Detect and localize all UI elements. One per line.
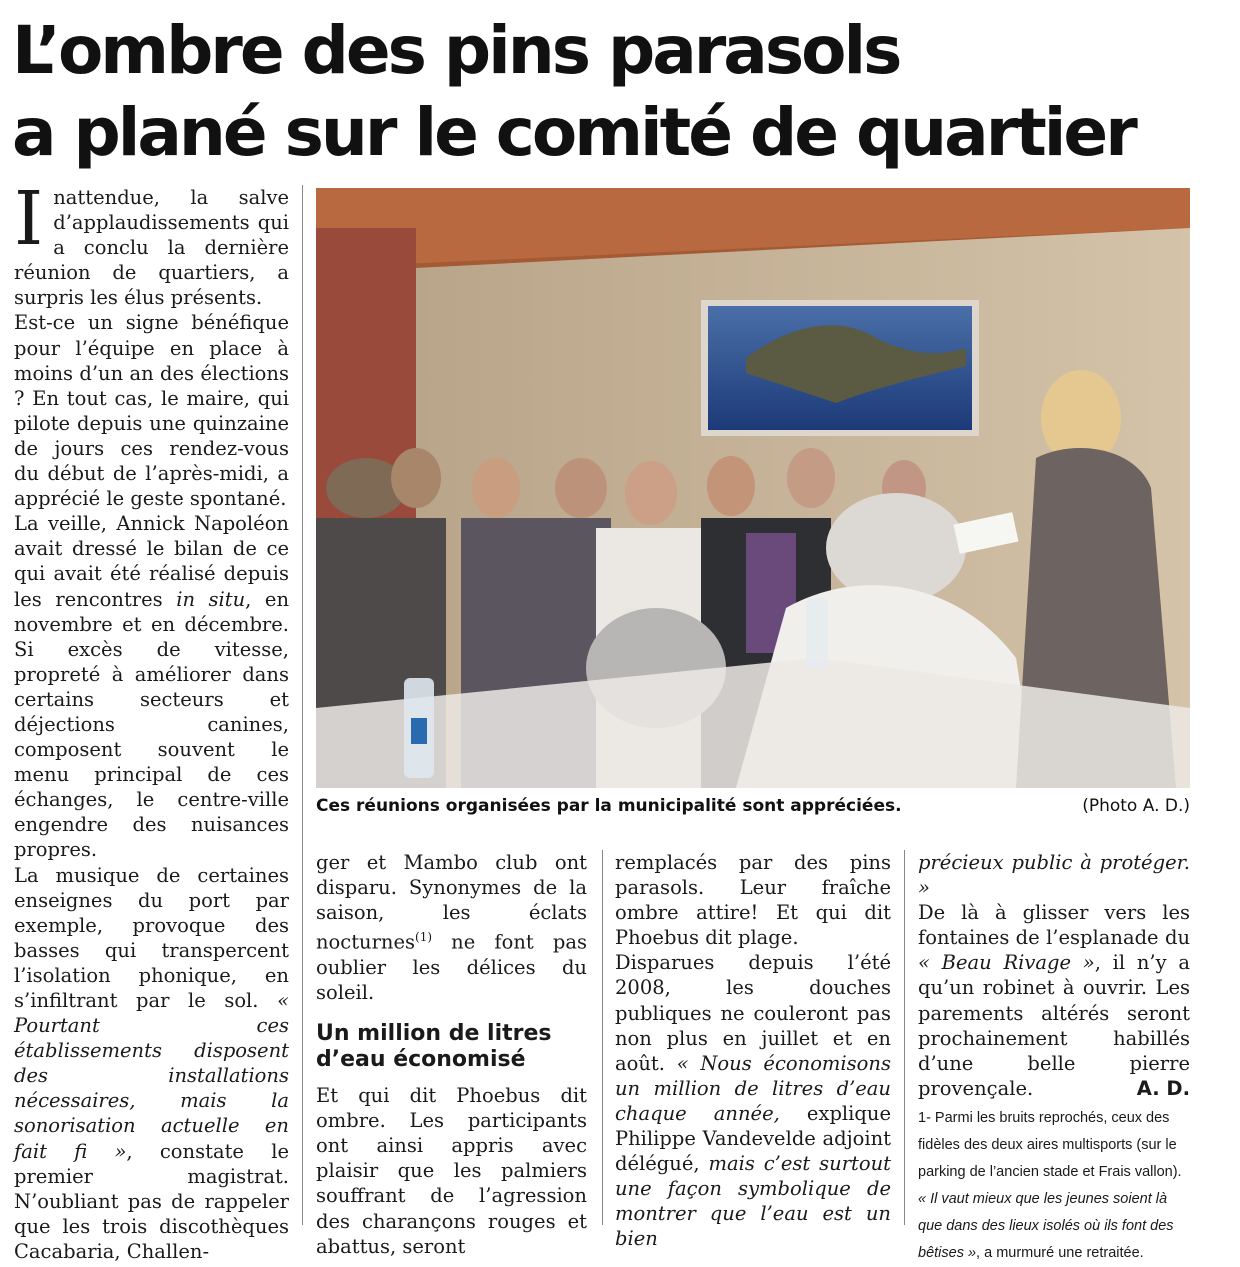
meeting-photo bbox=[316, 188, 1190, 788]
article-column-4 bbox=[918, 850, 1190, 1267]
paragraph-8: Disparues depuis l’été 2008, les douches publiques ne couleront pas non plus en juillet et en août. « Nous économisons un million de litres d’eau chaque année, explique Philippe Vandevelde adjoint délégué, mais c’est surtout une façon symbolique de montrer que l’eau est un bien bbox=[615, 951, 891, 1251]
paragraph-3: La veille, Annick Napoléon avait dressé le bilan de ce qui avait été réalisé depuis les rencontres in situ, en novembre et en décembre. Si excès de vitesse, propreté à améliorer dans certains secteurs et déjections canines, composent souvent le menu principal de ces échanges, le centre-ville engendre des nuisances propres. bbox=[14, 512, 289, 862]
footnote: 1- Parmi les bruits reprochés, ceux des fidèles des deux aires multisports (sur le parking de l’ancien stade et Frais vallon). « Il vaut mieux que les jeunes soient là que dans des lieux isolés où ils font des bêtises », a murmuré une retraitée. bbox=[918, 1109, 1182, 1261]
lead-paragraph: Inattendue, la salve d’applaudissements qui a conclu la dernière réunion de quartiers, a surpris les élus présents. bbox=[14, 176, 289, 310]
headline-line-1: L’ombre des pins parasols bbox=[12, 12, 900, 89]
caption-text: Ces réunions organisées par la municipalité sont appréciées. bbox=[316, 796, 902, 816]
paragraph-5: ger et Mambo club ont disparu. Synonymes de la saison, les éclats nocturnes$^{(1)}$ ne font pas oublier les délices du soleil. bbox=[316, 851, 587, 1004]
paragraph-6: Et qui dit Phoebus dit ombre. Les participants ont ainsi appris avec plaisir que les palmiers souffrant de l’agression des charançons rouges et abattus, seront bbox=[316, 1084, 587, 1258]
subheading: Un million de litres d’eau économisé bbox=[316, 1021, 552, 1073]
headline bbox=[12, 10, 1232, 174]
paragraph-9: précieux public à protéger. » bbox=[918, 851, 1190, 900]
photo-credit: (Photo A. D.) bbox=[1082, 796, 1190, 816]
article-column-3 bbox=[615, 850, 891, 1252]
headline-line-2: a plané sur le comité de quartier bbox=[12, 94, 1135, 171]
author-signature: A. D. bbox=[1136, 1076, 1190, 1100]
column-rule bbox=[302, 185, 303, 1225]
photo-illustration bbox=[316, 188, 1190, 788]
paragraph-7: remplacés par des pins parasols. Leur fraîche ombre attire! Et qui dit Phoebus dit plage. bbox=[615, 851, 891, 950]
column-rule bbox=[602, 850, 603, 1225]
drop-cap: I bbox=[14, 176, 44, 262]
column-rule bbox=[904, 850, 905, 1225]
paragraph-4: La musique de certaines enseignes du port par exemple, provoque des basses qui transpercent l’isolation phonique, en s’infiltrant par le sol. « Pourtant ces établissements disposent des installations nécessaires, mais la sonorisation actuelle en fait fi », constate le premier magistrat. N’oubliant pas de rappeler que les trois discothèques Cacabaria, Challen- bbox=[14, 863, 289, 1263]
paragraph-10: De là à glisser vers les fontaines de l’esplanade du « Beau Rivage », il n’y a qu’un robinet à ouvrir. Les parements altérés seront prochainement habillés d’une belle pierre provençale. A. D. bbox=[918, 901, 1190, 1100]
article-column-2 bbox=[316, 850, 587, 1259]
footnote-ref: (1) bbox=[415, 930, 433, 945]
paragraph-2: Est-ce un signe bénéfique pour l’équipe en place à moins d’un an des élections ? En tout cas, le maire, qui pilote depuis une quinzaine de jours ces rendez-vous du début de l’après-midi, a apprécié le geste spontané. bbox=[14, 311, 289, 511]
photo-caption bbox=[316, 796, 1196, 816]
article-column-1 bbox=[14, 176, 289, 1264]
